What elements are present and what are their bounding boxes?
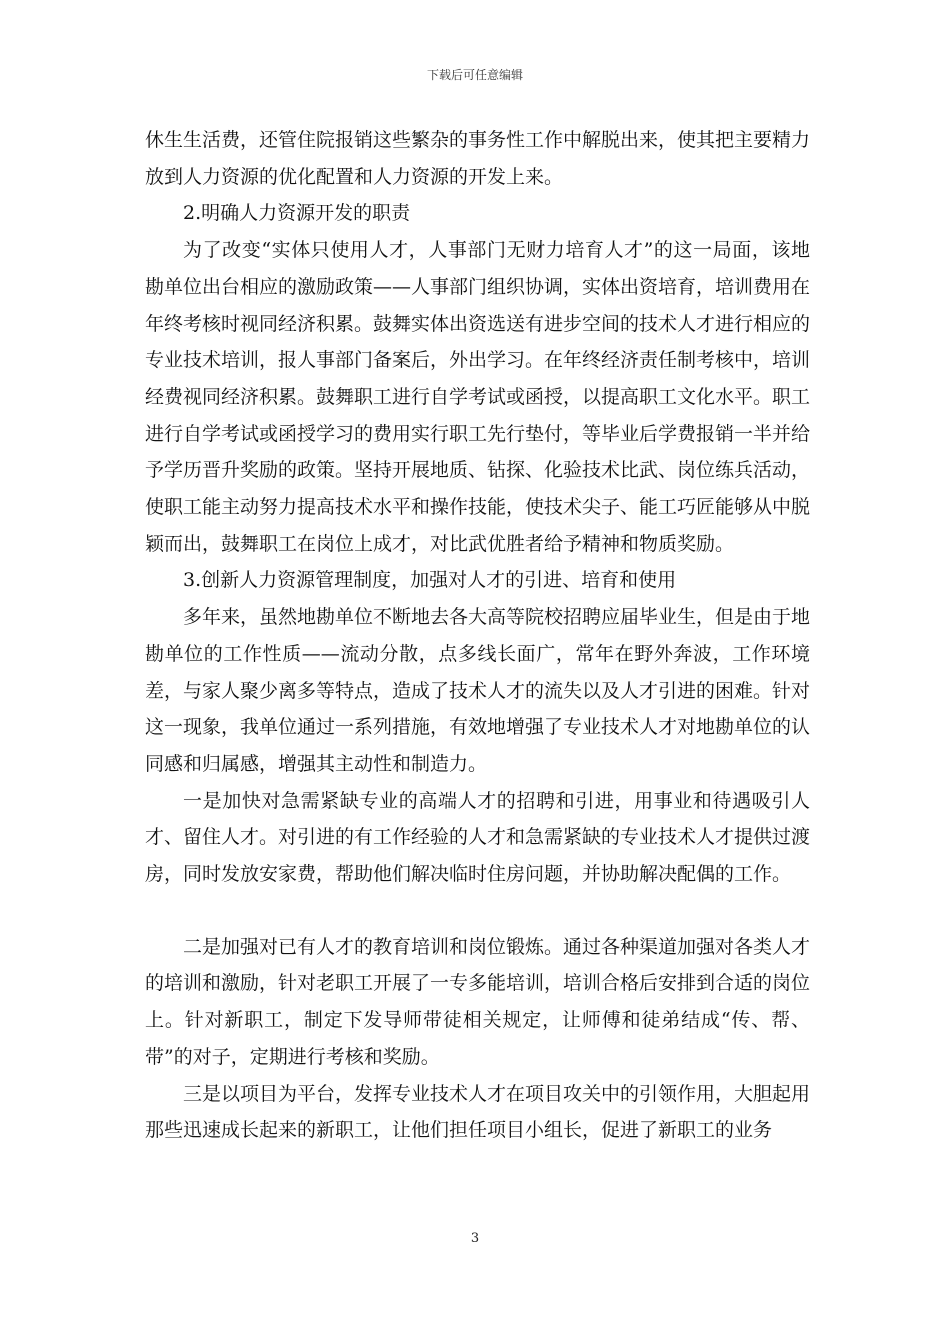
paragraph: 二是加强对已有人才的教育培训和岗位锻炼。通过各种渠道加强对各类人才的培训和激励，针对老职工开展了一专多能培训，培训合格后安排到合适的岗位上。针对新职工，制定下发导师带徒相关规定，让师傅和徒弟结成“传、帮、带”的对子，定期进行考核和奖励。 xyxy=(145,935,811,1068)
section-heading-3: 3.创新人力资源管理制度，加强对人才的引进、培育和使用 xyxy=(183,569,677,592)
document-body xyxy=(145,122,810,1149)
page-header: 下载后可任意编辑 xyxy=(426,68,523,82)
paragraph-continuation: 休生生活费，还管住院报销这些繁杂的事务性工作中解脱出来，使其把主要精力放到人力资源的优化配置和人力资源的开发上来。 xyxy=(145,129,811,188)
paragraph: 多年来，虽然地勘单位不断地去各大高等院校招聘应届毕业生，但是由于地勘单位的工作性质——流动分散，点多线长面广，常年在野外奔波，工作环境差，与家人聚少离多等特点，造成了技术人才的流失以及人才引进的困难。针对这一现象，我单位通过一系列措施，有效地增强了专业技术人才对地勘单位的认同感和归属感，增强其主动性和制造力。 xyxy=(145,606,811,775)
paragraph: 三是以项目为平台，发挥专业技术人才在项目攻关中的引领作用，大胆起用那些迅速成长起来的新职工，让他们担任项目小组长，促进了新职工的业务 xyxy=(145,1082,811,1142)
paragraph: 一是加快对急需紧缺专业的高端人才的招聘和引进，用事业和待遇吸引人才、留住人才。对引进的有工作经验的人才和急需紧缺的专业技术人才提供过渡房，同时发放安家费，帮助他们解决临时住房问题，并协助解决配偶的工作。 xyxy=(145,789,811,886)
paragraph: 为了改变“实体只使用人才，人事部门无财力培育人才”的这一局面，该地勘单位出台相应的激励政策——人事部门组织协调，实体出资培育，培训费用在年终考核时视同经济积累。鼓舞实体出资选送有进步空间的技术人才进行相应的专业技术培训，报人事部门备案后，外出学习。在年终经济责任制考核中，培训经费视同经济积累。鼓舞职工进行自学考试或函授，以提高职工文化水平。职工进行自学考试或函授学习的费用实行职工先行垫付，等毕业后学费报销一半并给予学历晋升奖励的政策。坚持开展地质、钻探、化验技术比武、岗位练兵活动，使职工能主动努力提高技术水平和操作技能，使技术尖子、能工巧匠能够从中脱颖而出，鼓舞职工在岗位上成才，对比武优胜者给予精神和物质奖励。 xyxy=(145,239,811,555)
section-heading-2: 2.明确人力资源开发的职责 xyxy=(183,202,411,225)
page-number: 3 xyxy=(470,1231,480,1246)
